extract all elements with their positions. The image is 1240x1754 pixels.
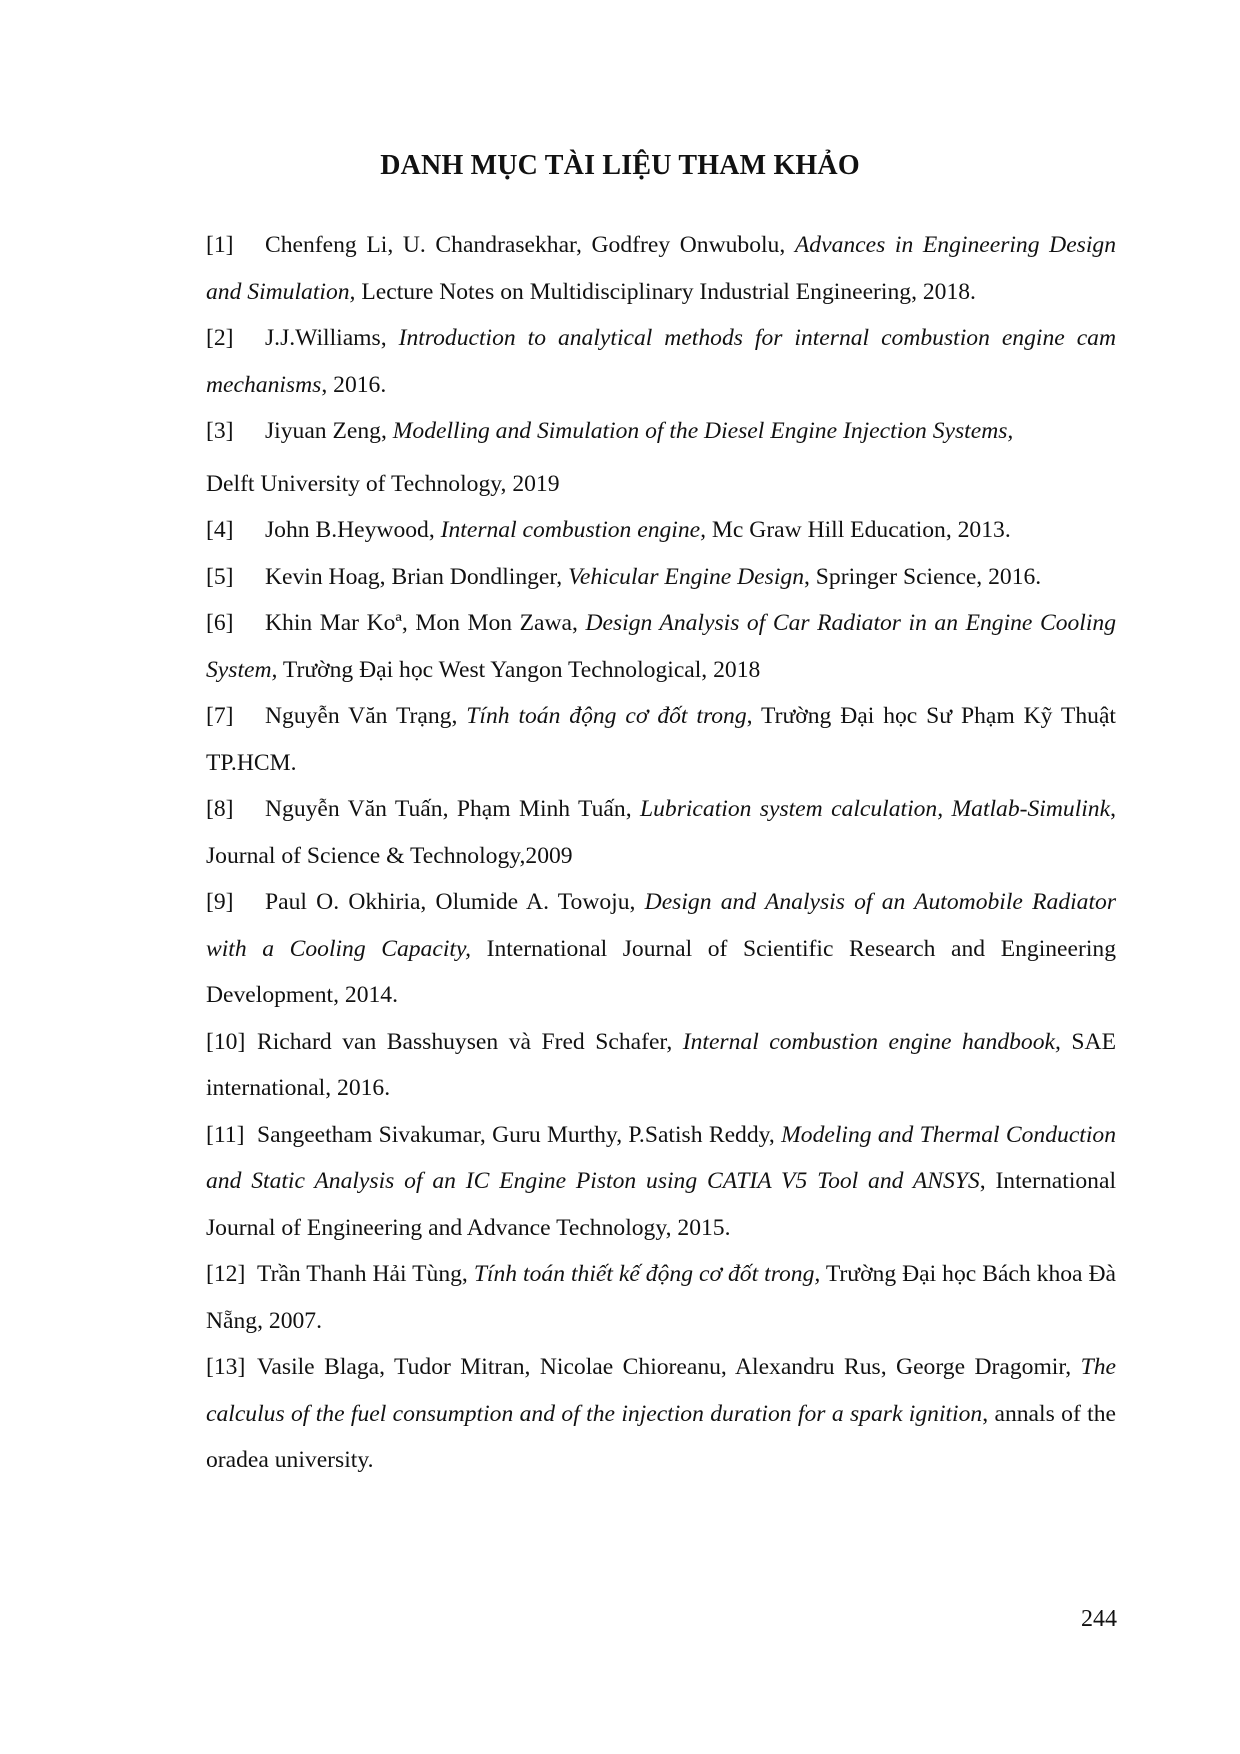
reference-number: [12] (206, 1261, 246, 1287)
reference-authors: Vasile Blaga, Tudor Mitran, Nicolae Chioreanu, Alexandru Rus, George Dragomir, (257, 1354, 1081, 1380)
reference-title: Advances in Engineering Design and Simulation, (206, 232, 1116, 305)
reference-item-11 (206, 1112, 1116, 1252)
reference-title: Design Analysis of Car Radiator in an Engine Cooling System, (206, 610, 1116, 683)
reference-source: Lecture Notes on Multidisciplinary Industrial Engineering, 2018. (355, 278, 976, 305)
reference-title: Tính toán thiết kế động cơ đốt trong, (473, 1261, 821, 1287)
reference-source: , annals of the oradea university. (206, 1400, 1116, 1473)
reference-source: , Journal of Science & Technology,2009 (206, 796, 1116, 869)
reference-authors: J.J.Williams, (265, 325, 399, 351)
reference-title: Internal combustion engine handbook, (682, 1028, 1061, 1055)
reference-title: Internal combustion engine, (440, 517, 707, 543)
reference-source: Trường Đại học Bách khoa Đà Nẵng, 2007. (206, 1261, 1117, 1334)
reference-authors: John B.Heywood, (265, 517, 441, 543)
reference-authors: Nguyễn Văn Trạng, (265, 703, 467, 729)
reference-source: Trường Đại học West Yangon Technological, 2018 (277, 656, 761, 683)
reference-item-10 (206, 1019, 1116, 1112)
reference-title: Modelling and Simulation of the Diesel Engine Injection Systems, (392, 418, 1014, 444)
reference-number: [11] (206, 1121, 245, 1148)
reference-number: [7] (206, 703, 234, 729)
reference-title: Introduction to analytical methods for internal combustion engine cam mechanisms (206, 325, 1117, 398)
reference-item-12 (206, 1251, 1116, 1344)
reference-authors: Sangeetham Sivakumar, Guru Murthy, P.Satish Reddy, (257, 1121, 782, 1148)
reference-number: [2] (206, 325, 234, 351)
reference-source: , International Journal of Engineering and Advance Technology, 2015. (206, 1168, 1116, 1241)
reference-title: Vehicular Engine Design (568, 563, 804, 590)
reference-item-1 (206, 222, 1116, 315)
reference-number: [1] (206, 232, 234, 258)
reference-title: Lubrication system calculation, Matlab-Simulink (639, 796, 1111, 822)
reference-item-6 (206, 600, 1116, 693)
reference-item-13 (206, 1344, 1116, 1484)
reference-authors: Paul O. Okhiria, Olumide A. Towoju, (265, 889, 645, 915)
reference-item-4 (206, 507, 1116, 554)
reference-list (206, 222, 1116, 1484)
reference-title: Tính toán động cơ đốt trong (466, 703, 747, 729)
reference-item-2 (206, 315, 1116, 408)
page-title: DANH MỤC TÀI LIỆU THAM KHẢO (380, 150, 860, 181)
reference-number: [10] (206, 1028, 246, 1055)
reference-authors: Nguyễn Văn Tuấn, Phạm Minh Tuấn, (265, 796, 640, 822)
reference-item-7 (206, 693, 1116, 786)
reference-item-9 (206, 879, 1116, 1019)
reference-authors: Richard van Basshuysen và Fred Schafer, (257, 1028, 683, 1055)
reference-number: [5] (206, 563, 234, 590)
reference-source: , 2016. (321, 371, 387, 398)
page-number: 244 (1081, 1606, 1117, 1632)
reference-title: Design and Analysis of an Automobile Radiator with a Cooling Capacity, (206, 889, 1116, 962)
reference-source: SAE international, 2016. (206, 1028, 1116, 1101)
reference-source: International Journal of Scientific Research and Engineering Development, 2014. (206, 935, 1117, 1008)
reference-item-5 (206, 554, 1116, 601)
reference-authors: Chenfeng Li, U. Chandrasekhar, Godfrey Onwubolu, (265, 232, 795, 258)
reference-item-8 (206, 786, 1116, 879)
reference-source: , Springer Science, 2016. (804, 563, 1042, 590)
reference-title: Modeling and Thermal Conduction and Static Analysis of an IC Engine Piston using CATIA V5 Tool and ANSYS (206, 1121, 1116, 1194)
reference-authors: Trần Thanh Hải Tùng, (257, 1261, 474, 1287)
reference-number: [13] (206, 1354, 246, 1380)
reference-authors: Jiyuan Zeng, (265, 418, 393, 444)
reference-number: [6] (206, 610, 234, 636)
reference-item-3 (206, 408, 1116, 507)
reference-source: , Trường Đại học Sư Phạm Kỹ Thuật TP.HCM. (206, 703, 1116, 776)
reference-title: The calculus of the fuel consumption and of the injection duration for a spark ignition (206, 1354, 1116, 1427)
reference-authors: Kevin Hoag, Brian Dondlinger, (265, 563, 569, 590)
reference-authors: Khin Mar Koª, Mon Mon Zawa, (265, 610, 586, 636)
reference-number: [9] (206, 889, 234, 915)
reference-number: [4] (206, 517, 234, 543)
reference-source: Mc Graw Hill Education, 2013. (706, 517, 1011, 543)
reference-number: [8] (206, 796, 234, 822)
reference-source: Delft University of Technology, 2019 (206, 470, 560, 497)
reference-number: [3] (206, 418, 234, 444)
